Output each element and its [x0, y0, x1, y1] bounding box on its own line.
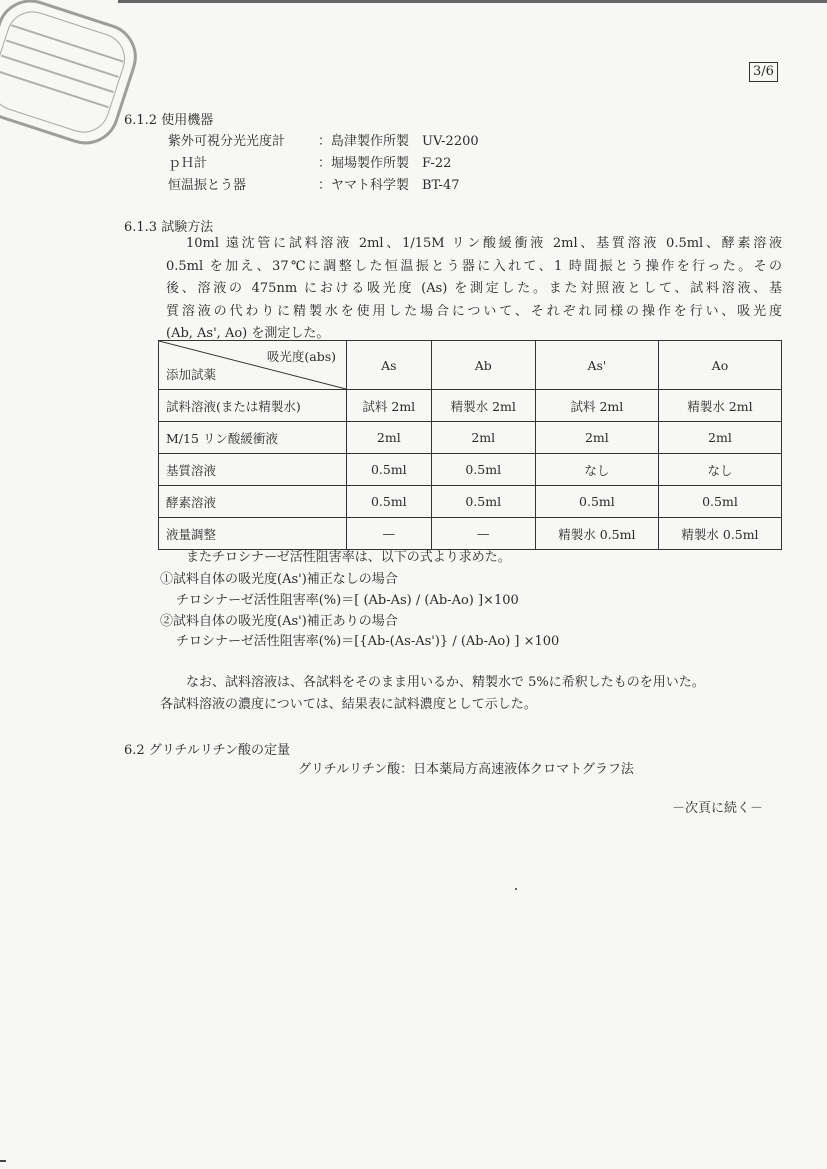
paragraph-line: 10ml 遠沈管に試料溶液 2ml、1/15M リン酸緩衝液 2ml、基質溶液 0.5ml、酵素溶液: [186, 236, 782, 251]
formula-intro: またチロシナーゼ活性阻害率は、以下の式より求めた。: [186, 550, 511, 565]
table-row: [159, 454, 782, 486]
note-line: 各試料溶液の濃度については、結果表に試料濃度として示した。: [160, 697, 537, 712]
equipment-maker: ：ヤマト科学製 BT-47: [318, 178, 460, 193]
continued-note: －次頁に続く－: [672, 801, 764, 816]
formula-case2-title: ②試料自体の吸光度(As')補正ありの場合: [160, 614, 398, 629]
paragraph-line: 後、溶液の 475nm における吸光度 (As) を測定した。また対照液として、試料溶液、基: [166, 281, 782, 296]
corner-top-label: 吸光度(abs): [266, 349, 336, 364]
column-header: As': [535, 341, 658, 390]
edge-mark: [0, 1160, 6, 1162]
equipment-name: 紫外可視分光光度計: [168, 134, 286, 149]
table-cell: 精製水 0.5ml: [535, 518, 658, 550]
table-cell: 試料 2ml: [535, 390, 658, 422]
equipment-name: ｐＨ計: [168, 156, 208, 171]
column-header: As: [347, 341, 432, 390]
table-cell: 2ml: [431, 422, 535, 454]
row-label: 酵素溶液: [159, 486, 347, 518]
table-cell: 試料 2ml: [347, 390, 432, 422]
section-6-1-2-heading: 6.1.2 使用機器: [124, 113, 214, 128]
table-cell: なし: [658, 454, 781, 486]
table-cell: 0.5ml: [431, 486, 535, 518]
table-row: [159, 486, 782, 518]
table-cell: 精製水 2ml: [658, 390, 781, 422]
reagent-table: [158, 340, 782, 550]
speck: [515, 888, 517, 890]
section-6-1-3-heading: 6.1.3 試験方法: [124, 220, 214, 235]
page-number: 3/6: [749, 62, 778, 82]
paragraph-line: 質溶液の代わりに精製水を使用した場合について、それぞれ同様の操作を行い、吸光度: [166, 303, 782, 319]
row-label: 基質溶液: [159, 454, 347, 486]
corner-bottom-label: 添加試薬: [166, 367, 217, 382]
column-header: Ao: [658, 341, 781, 390]
formula-case1-title: ①試料自体の吸光度(As')補正なしの場合: [160, 572, 398, 587]
table-cell: 2ml: [535, 422, 658, 454]
table-cell: 0.5ml: [347, 454, 432, 486]
formula-case2: チロシナーゼ活性阻害率(%)＝[{Ab-(As-As')} / (Ab-Ao) ] ×100: [176, 634, 560, 649]
table-header-row: [159, 341, 782, 390]
table-corner-cell: [159, 341, 347, 390]
table-cell: —: [431, 518, 535, 550]
row-label: 液量調整: [159, 518, 347, 550]
method-paragraph: [166, 233, 782, 346]
table-cell: 精製水 2ml: [431, 390, 535, 422]
table-cell: —: [347, 518, 432, 550]
paragraph-line: (Ab, As', Ao) を測定した。: [166, 326, 330, 341]
note-line: なお、試料溶液は、各試料をそのまま用いるか、精製水で 5%に希釈したものを用いた。: [186, 675, 705, 690]
row-label: M/15 リン酸緩衝液: [159, 422, 347, 454]
table-row: [159, 422, 782, 454]
section-6-2-heading: 6.2 グリチルリチン酸の定量: [124, 743, 290, 758]
table-cell: 2ml: [347, 422, 432, 454]
table-cell: 0.5ml: [535, 486, 658, 518]
table-cell: 2ml: [658, 422, 781, 454]
equipment-name: 恒温振とう器: [168, 178, 247, 193]
row-label: 試料溶液(または精製水): [159, 390, 347, 422]
table-cell: 0.5ml: [431, 454, 535, 486]
top-edge-line: [118, 0, 827, 3]
column-header: Ab: [431, 341, 535, 390]
table-row: [159, 518, 782, 550]
table-cell: 0.5ml: [658, 486, 781, 518]
table-cell: なし: [535, 454, 658, 486]
seal-stamp: [0, 0, 146, 153]
table-row: [159, 390, 782, 422]
table-cell: 0.5ml: [347, 486, 432, 518]
quantification-method: グリチルリチン酸：日本薬局方高速液体クロマトグラフ法: [298, 762, 634, 777]
equipment-maker: ：堀場製作所製 F-22: [318, 156, 452, 171]
paragraph-line: 0.5ml を加え、37℃に調整した恒温振とう器に入れて、1 時間振とう操作を行った。その: [166, 258, 782, 274]
equipment-maker: ：島津製作所製 UV-2200: [318, 134, 479, 149]
table-cell: 精製水 0.5ml: [658, 518, 781, 550]
formula-case1: チロシナーゼ活性阻害率(%)＝[ (Ab-As) / (Ab-Ao) ]×100: [176, 593, 519, 608]
